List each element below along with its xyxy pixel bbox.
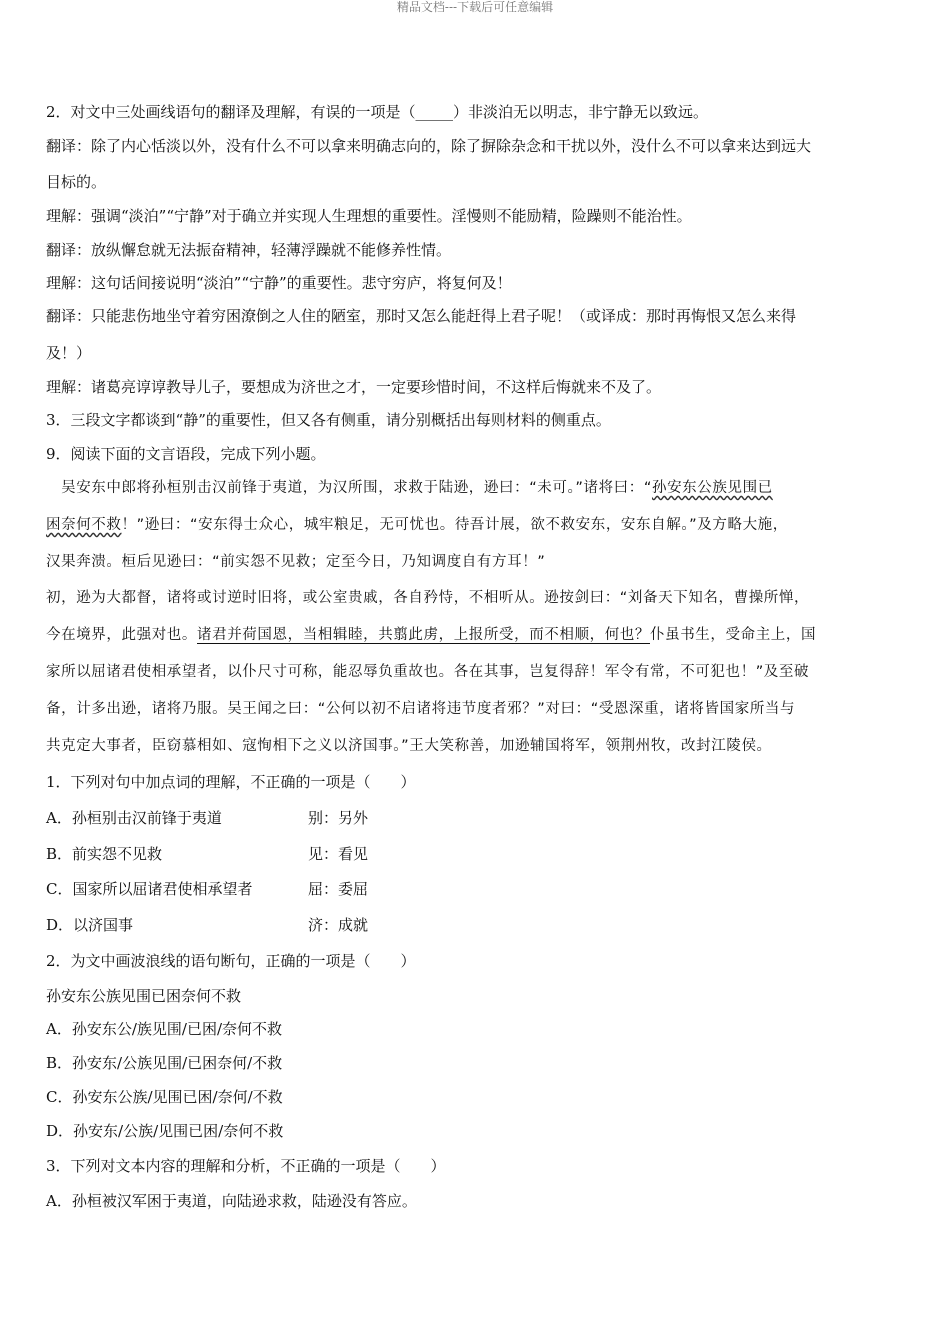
text-line: 理解：诸葛亮谆谆教导儿子，要想成为济世之才，一定要珍惜时间，不这样后悔就来不及了。 — [46, 378, 662, 396]
option-a: A．孙桓被汉军困于夷道，向陆逊求救，陆逊没有答应。 — [46, 1192, 417, 1210]
question-line: 9．阅读下面的文言语段，完成下列小题。 — [46, 445, 326, 463]
option-answer: 屈：委屈 — [308, 880, 369, 898]
option-answer: 别：另外 — [308, 809, 369, 827]
question-stem: 2．为文中画波浪线的语句断句，正确的一项是（ ） — [46, 952, 416, 970]
question-sentence: 孙安东公族见围已困奈何不救 — [46, 987, 242, 1005]
text-line: 翻译：除了内心恬淡以外，没有什么不可以拿来明确志向的，除了摒除杂念和干扰以外，没什么不可以拿来达到远大 — [46, 137, 812, 155]
passage-line: 汉果奔溃。桓后见逊曰：“前实怨不见救；定至今日，乃知调度自有方耳！” — [46, 554, 546, 570]
option-b: B．前实怨不见救 见：看见 — [46, 845, 369, 863]
option-c: C．国家所以屈诸君使相承望者 屈：委屈 — [46, 880, 369, 898]
passage-line: 困奈何不救！”逊曰：“安东得士众心，城牢粮足，无可忧也。待吾计展，欲不救安东，安东自解。”及方略大施， — [46, 517, 788, 533]
wavy-underline-sentence: 孙安东公族见围已 — [651, 480, 773, 496]
text-line: 理解：强调“淡泊”“宁静”对于确立并实现人生理想的重要性。淫慢则不能励精，险躁则不能治性。 — [46, 207, 692, 225]
option-c: C．孙安东公族/见围已困/奈何/不救 — [46, 1088, 283, 1106]
text-line: 翻译：只能悲伤地坐守着穷困潦倒之人住的陋室，那时又怎么能赶得上君子呢！（或译成：那时再悔恨又怎么来得 — [46, 307, 797, 325]
question-stem: 3．下列对文本内容的理解和分析，不正确的一项是（ ） — [46, 1157, 446, 1175]
wavy-underline-sentence: 困奈何不救 — [46, 517, 122, 533]
text-line: 及！） — [46, 344, 92, 362]
option-b: B．孙安东/公族见围/已困奈何/不救 — [46, 1054, 283, 1072]
option-answer: 济：成就 — [308, 916, 369, 934]
option-answer: 见：看见 — [308, 845, 369, 863]
text-line: 翻译：放纵懈怠就无法振奋精神，轻薄浮躁就不能修养性情。 — [46, 241, 452, 259]
passage-line: 共克定大事者，臣窃慕相如、寇恂相下之义以济国事。”王大笑称善，加逊辅国将军，领荆州牧，改封江陵侯。 — [46, 738, 772, 754]
option-a: A．孙安东公/族见围/已困/奈何不救 — [46, 1020, 282, 1038]
text-line: 目标的。 — [46, 173, 107, 191]
question-stem: 1．下列对句中加点词的理解，不正确的一项是（ ） — [46, 773, 416, 791]
option-d: D．以济国事 济：成就 — [46, 916, 369, 934]
question-line: 3．三段文字都谈到“静”的重要性，但又各有侧重，请分别概括出每则材料的侧重点。 — [46, 411, 611, 429]
passage-line: 备，计多出逊，诸将乃服。吴王闻之曰：“公何以初不启诸将违节度者邪？”对曰：“受恩深重，诸将皆国家所当与 — [46, 701, 796, 717]
option-d: D．孙安东/公族/见围已困/奈何不救 — [46, 1122, 284, 1140]
underlined-sentence: 诸君并荷国恩，当相辑睦，共翦此虏，上报所受，而不相顺，何也？ — [197, 627, 650, 643]
text-line: 理解：这句话间接说明“淡泊”“宁静”的重要性。悲守穷庐，将复何及！ — [46, 274, 512, 292]
page-header: 精品文档---下载后可任意编辑 — [396, 0, 554, 14]
passage-line: 家所以屈诸君使相承望者，以仆尺寸可称，能忍辱负重故也。各在其事，岂复得辞！军令有常，不可犯也！”及至破 — [46, 664, 810, 680]
passage-line: 今在境界，此强对也。诸君并荷国恩，当相辑睦，共翦此虏，上报所受，而不相顺，何也？仆虽书生，受命主上，国 — [46, 627, 817, 643]
option-a: A．孙桓别击汉前锋于夷道 别：另外 — [46, 809, 369, 827]
question-line: 2．对文中三处画线语句的翻译及理解，有误的一项是（_____）非淡泊无以明志，非宁静无以致远。 — [46, 103, 709, 121]
passage-line: 吴安东中郎将孙桓别击汉前锋于夷道，为汉所围，求救于陆逊，逊曰：“未可。”诸将曰：“孙安东公族见围已 — [46, 480, 773, 496]
passage-line: 初，逊为大都督，诸将或讨逆时旧将，或公室贵戚，各自矜恃，不相听从。逊按剑曰：“刘备天下知名，曹操所惮， — [46, 590, 810, 606]
